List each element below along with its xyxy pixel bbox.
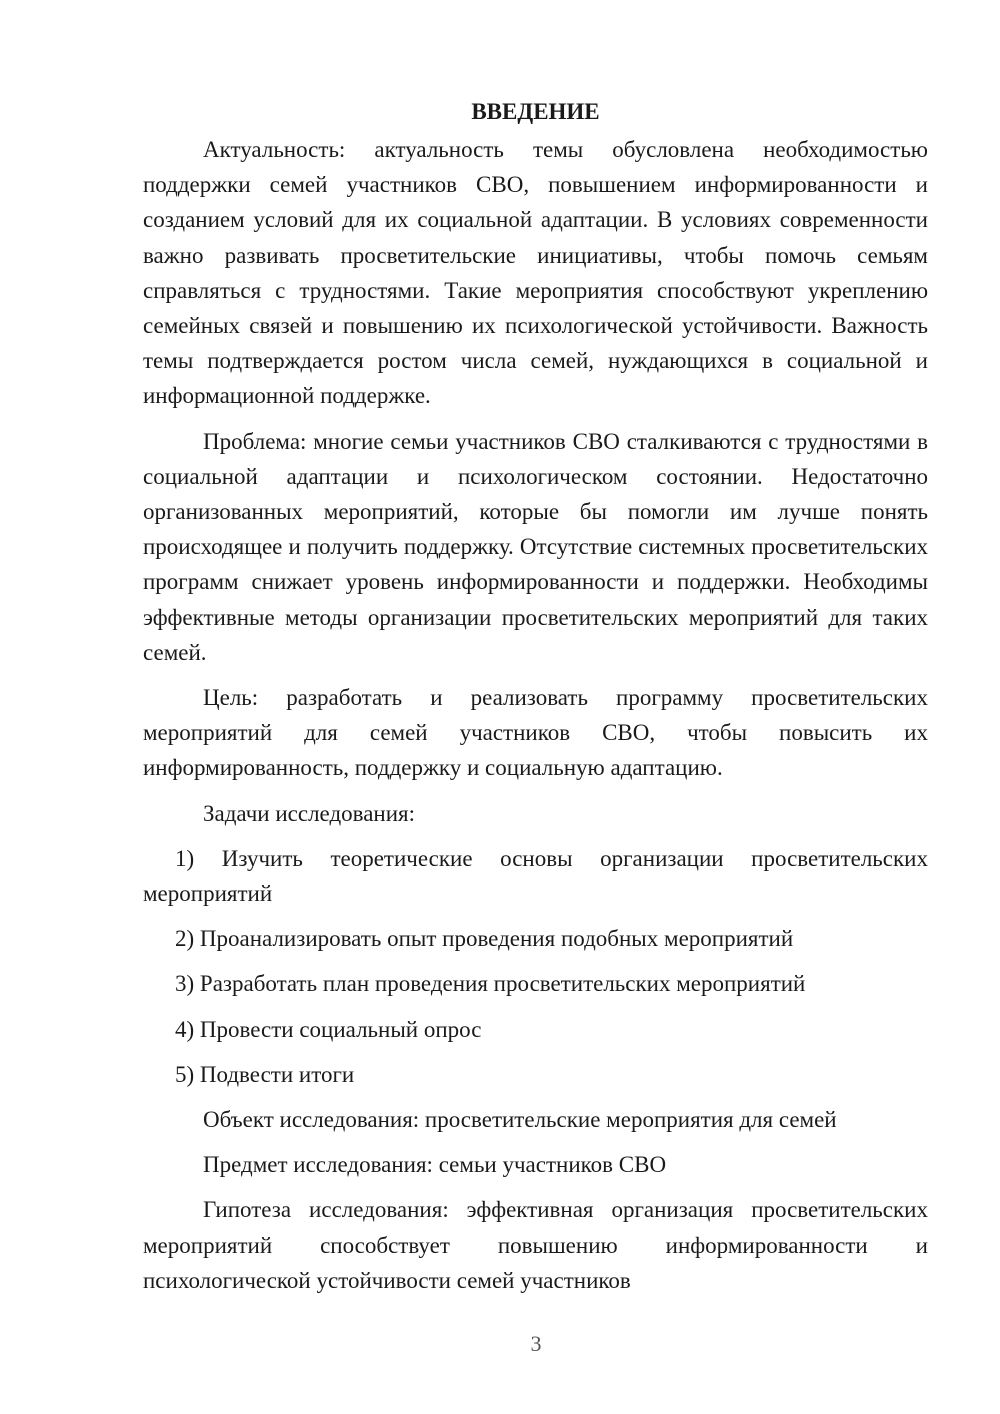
object-paragraph: Объект исследования: просветительские мероприятия для семей <box>203 1107 837 1133</box>
hypothesis-paragraph: Гипотеза исследования: эффективная организация просветительских мероприятий способствует повышению информированности и психологической устойчивости семей участников <box>143 1197 928 1293</box>
tasks-heading: Задачи исследования: <box>203 800 416 826</box>
problem-paragraph: Проблема: многие семьи участников СВО сталкиваются с трудностями в социальной адаптации и психологическом состоянии. Недостаточно организованных мероприятий, которые бы помогли им лучше понять происходящее и получить поддержку. Отсутствие системных просветительских программ снижает уровень информированности и поддержки. Необходимы эффективные методы организации просветительских мероприятий для таких семей. <box>143 428 928 665</box>
document-body <box>143 94 928 1298</box>
task-item-2: 2) Проанализировать опыт проведения подобных мероприятий <box>175 926 794 952</box>
task-item-4: 4) Провести социальный опрос <box>175 1016 482 1042</box>
page-number: 3 <box>530 1331 542 1356</box>
goal-paragraph: Цель: разработать и реализовать программу просветительских мероприятий для семей участников СВО, чтобы повысить их информированность, поддержку и социальную адаптацию. <box>143 685 928 781</box>
subject-paragraph: Предмет исследования: семьи участников СВО <box>203 1152 667 1178</box>
task-item-3: 3) Разработать план проведения просветительских мероприятий <box>175 971 806 997</box>
task-item-5: 5) Подвести итоги <box>175 1061 355 1087</box>
section-title: ВВЕДЕНИЕ <box>471 99 600 124</box>
relevance-paragraph: Актуальность: актуальность темы обусловлена необходимостью поддержки семей участников СВО, повышением информированности и созданием условий для их социальной адаптации. В условиях современности важно развивать просветительские инициативы, чтобы помочь семьям справляться с трудностями. Такие мероприятия способствуют укреплению семейных связей и повышению их психологической устойчивости. Важность темы подтверждается ростом числа семей, нуждающихся в социальной и информационной поддержке. <box>143 137 928 409</box>
task-item-1: 1) Изучить теоретические основы организации просветительских мероприятий <box>143 845 928 907</box>
